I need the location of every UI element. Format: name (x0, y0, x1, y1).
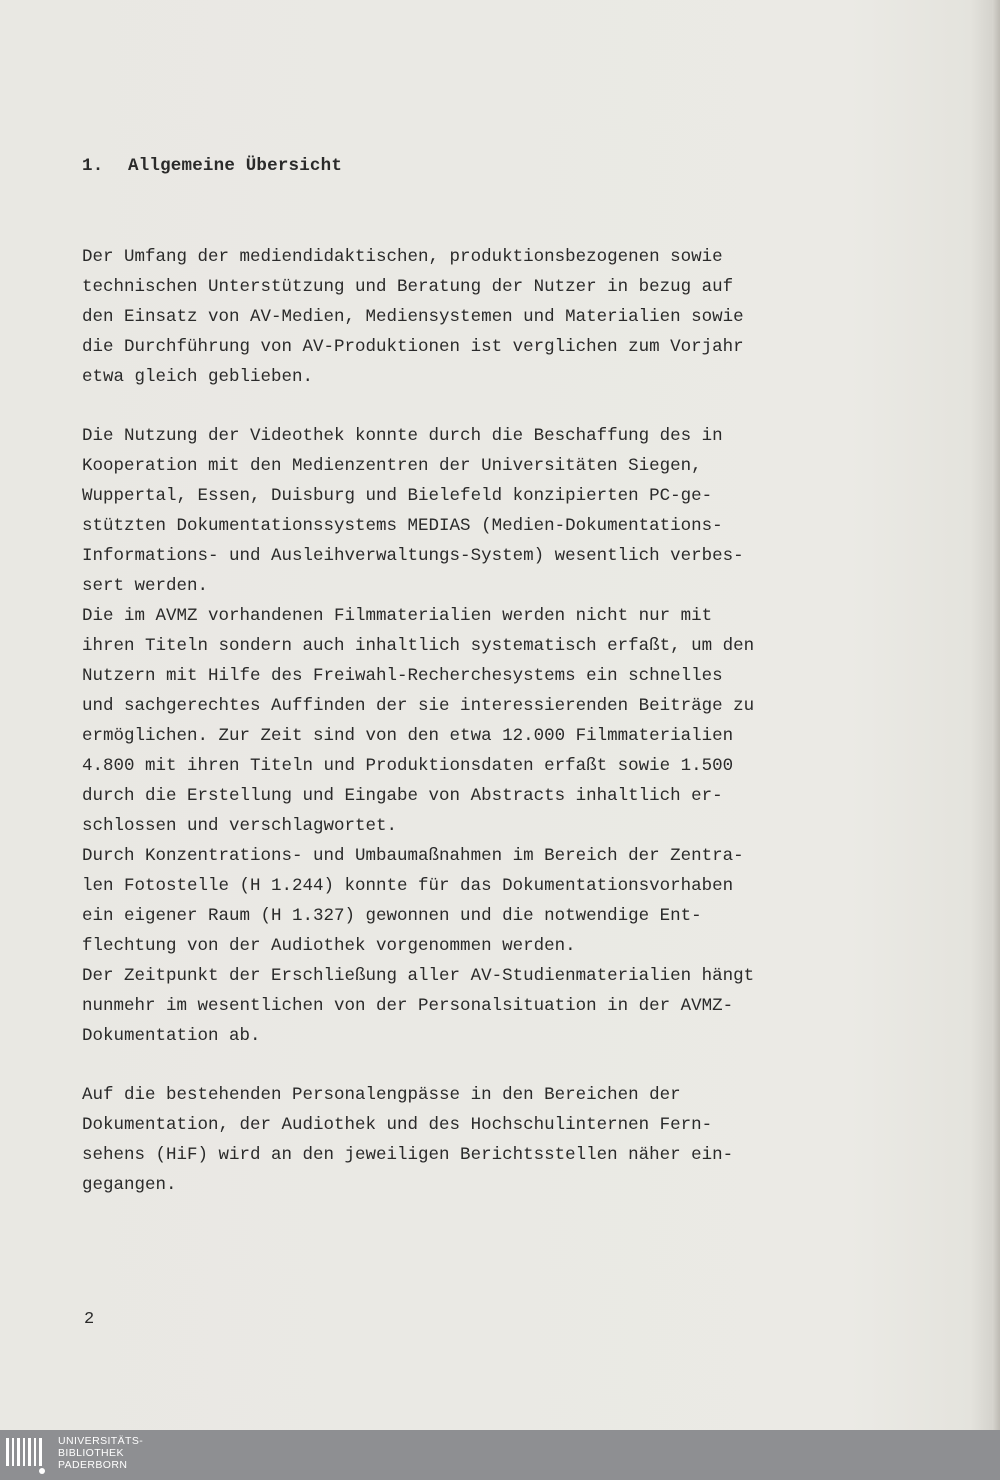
text-line: Dokumentation ab. (82, 1026, 261, 1046)
text-line: und sachgerechtes Auffinden der sie interessierenden Beiträge zu (82, 696, 755, 716)
text-line: sert werden. (82, 576, 209, 596)
page-edge (992, 0, 1000, 1430)
text-line: Informations- und Ausleihverwaltungs-System) wesentlich verbes- (82, 546, 744, 566)
text-line: Kooperation mit den Medienzentren der Universitäten Siegen, (82, 456, 702, 476)
text-line: Dokumentation, der Audiothek und des Hochschulinternen Fern- (82, 1115, 713, 1135)
section-heading (82, 156, 342, 176)
text-line: ihren Titeln sondern auch inhaltlich systematisch erfaßt, um den (82, 636, 755, 656)
text-line: Die Nutzung der Videothek konnte durch die Beschaffung des in (82, 426, 723, 446)
text-line: len Fotostelle (H 1.244) konnte für das Dokumentationsvorhaben (82, 876, 734, 896)
text-line: gegangen. (82, 1175, 177, 1195)
text-line: schlossen und verschlagwortet. (82, 816, 398, 836)
text-line: durch die Erstellung und Eingabe von Abstracts inhaltlich er- (82, 786, 723, 806)
library-logo-icon (4, 1434, 52, 1476)
text-line: ein eigener Raum (H 1.327) gewonnen und die notwendige Ent- (82, 906, 702, 926)
library-name-line: BIBLIOTHEK (58, 1447, 124, 1459)
text-line: Wuppertal, Essen, Duisburg und Bielefeld konzipierten PC-ge- (82, 486, 713, 506)
paragraph-3 (82, 1080, 872, 1200)
text-line: Auf die bestehenden Personalengpässe in den Bereichen der (82, 1085, 681, 1105)
text-line: die Durchführung von AV-Produktionen ist verglichen zum Vorjahr (82, 337, 744, 357)
text-line: ermöglichen. Zur Zeit sind von den etwa 12.000 Filmmaterialien (82, 726, 734, 746)
library-name (58, 1435, 143, 1471)
text-line: Durch Konzentrations- und Umbaumaßnahmen im Bereich der Zentra- (82, 846, 744, 866)
text-line: den Einsatz von AV-Medien, Mediensystemen und Materialien sowie (82, 307, 744, 327)
page-number: 2 (84, 1310, 95, 1329)
text-line: Die im AVMZ vorhandenen Filmmaterialien werden nicht nur mit (82, 606, 713, 626)
text-line: Der Zeitpunkt der Erschließung aller AV-Studienmaterialien hängt (82, 966, 755, 986)
paragraph-2 (82, 421, 872, 1051)
text-line: sehens (HiF) wird an den jeweiligen Berichtsstellen näher ein- (82, 1145, 734, 1165)
library-name-line: UNIVERSITÄTS- (58, 1435, 144, 1447)
text-line: etwa gleich geblieben. (82, 367, 314, 387)
library-footer-bar (0, 1430, 1000, 1480)
text-line: nunmehr im wesentlichen von der Personalsituation in der AVMZ- (82, 996, 734, 1016)
text-line: Der Umfang der mediendidaktischen, produktionsbezogenen sowie (82, 247, 723, 267)
section-title: Allgemeine Übersicht (128, 156, 343, 176)
library-name-line: PADERBORN (58, 1459, 128, 1471)
paragraph-1 (82, 242, 872, 392)
text-line: flechtung von der Audiothek vorgenommen werden. (82, 936, 576, 956)
text-line: 4.800 mit ihren Titeln und Produktionsdaten erfaßt sowie 1.500 (82, 756, 734, 776)
text-line: technischen Unterstützung und Beratung der Nutzer in bezug auf (82, 277, 734, 297)
text-line: stützten Dokumentationssystems MEDIAS (Medien-Dokumentations- (82, 516, 723, 536)
text-line: Nutzern mit Hilfe des Freiwahl-Recherchesystems ein schnelles (82, 666, 723, 686)
section-number: 1. (82, 156, 104, 176)
